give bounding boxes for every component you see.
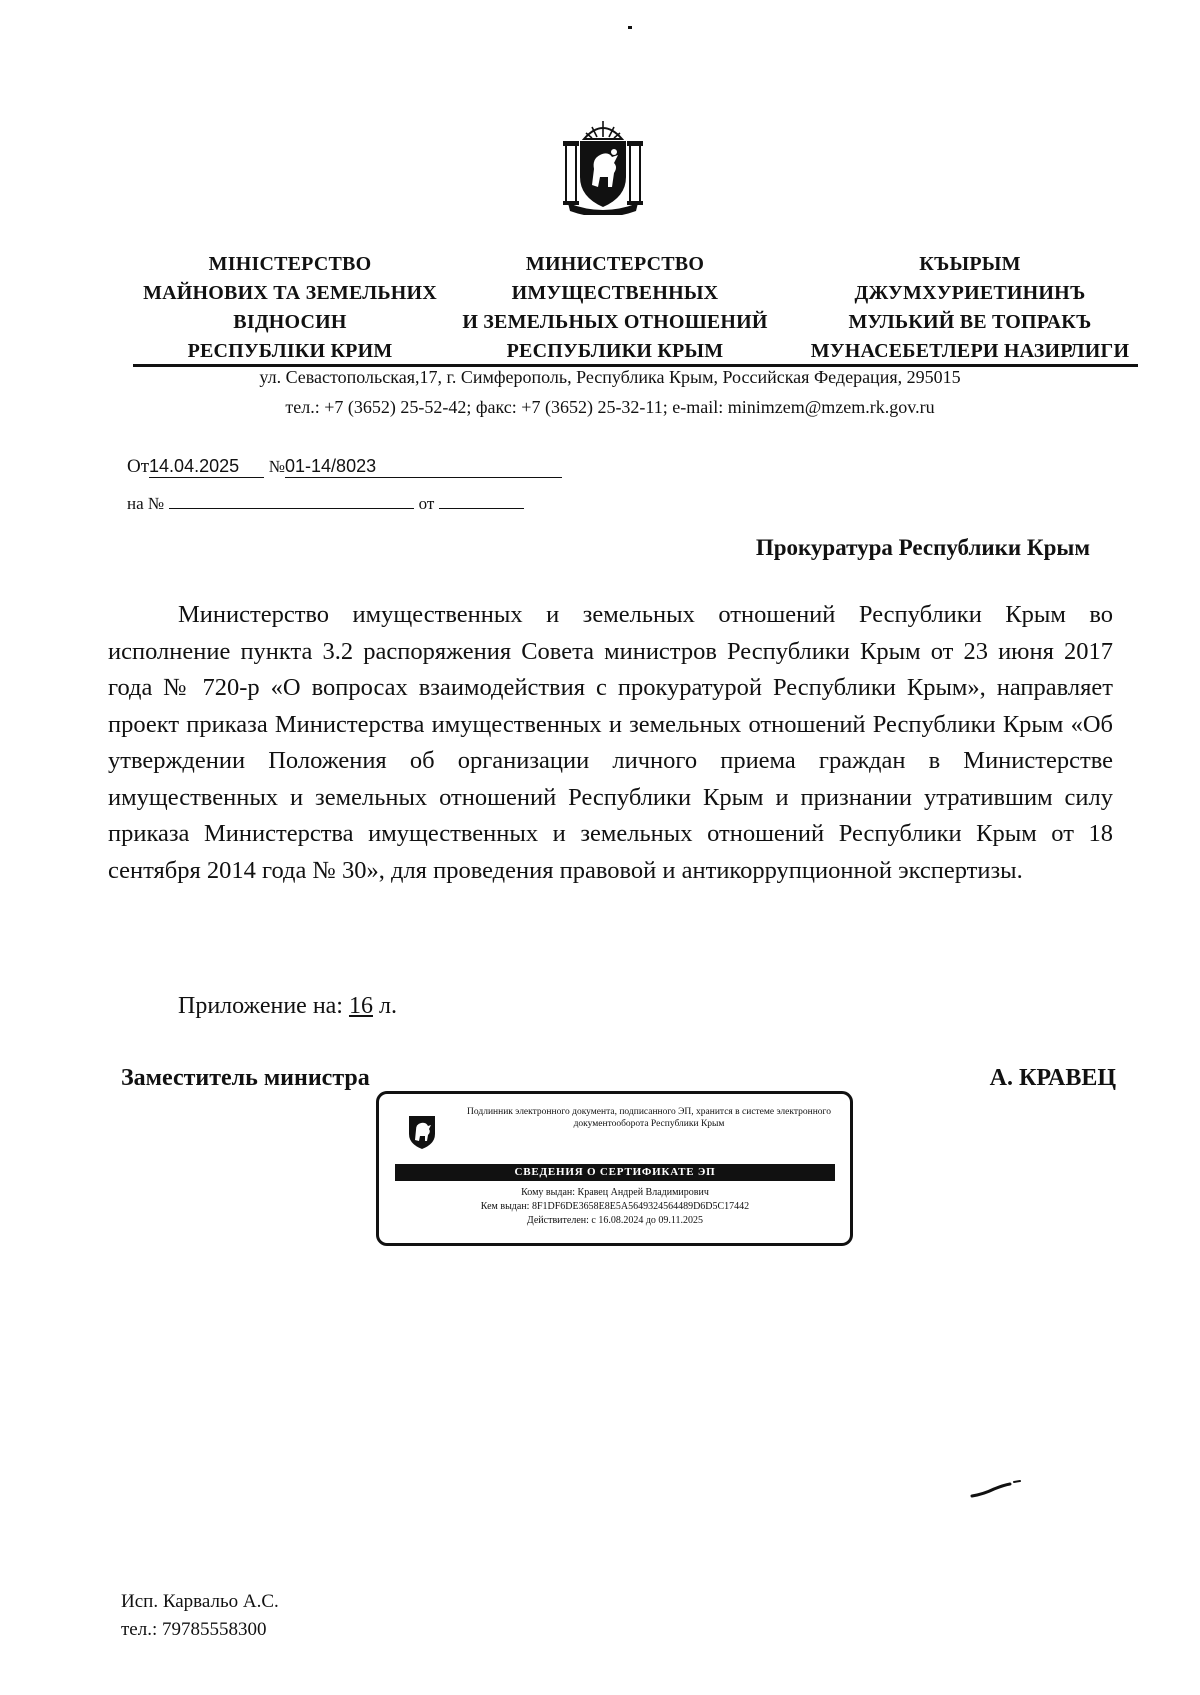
ref-number-label: на №: [127, 494, 165, 513]
header-line: МАЙНОВИХ ТА ЗЕМЕЛЬНИХ: [143, 282, 437, 304]
ministry-contacts: тел.: +7 (3652) 25-52-42; факс: +7 (3652) 25-32-11; e-mail: minimzem@mzem.rk.gov.ru: [285, 397, 935, 417]
outgoing-number: 01-14/8023: [285, 456, 562, 478]
electronic-signature-stamp: [376, 1091, 853, 1246]
validity-row: Действителен: с 16.08.2024 до 09.11.2025: [526, 1215, 704, 1226]
incoming-reference: [127, 493, 524, 515]
handwritten-mark: [970, 1478, 1022, 1500]
header-line: ДЖУМХУРИЕТИНИНЪ: [854, 282, 1086, 304]
issuer-value: 8F1DF6DE3658E8E5A5649324564489D6D5C17442: [531, 1201, 750, 1212]
attachment-label: Приложение на:: [178, 993, 343, 1019]
header-line: ИМУЩЕСТВЕННЫХ: [511, 282, 719, 304]
executor-name: Исп. Карвальо А.С.: [121, 1591, 279, 1612]
header-line: МИНИСТЕРСТВО: [525, 253, 705, 275]
number-label: №: [268, 457, 286, 476]
ref-date-blank: [439, 508, 524, 509]
issuer-label: Кем выдан:: [480, 1201, 530, 1212]
from-label: От: [127, 456, 150, 477]
executor-phone: тел.: 79785558300: [121, 1619, 267, 1640]
header-russian-name: [445, 250, 785, 366]
executor-info: [121, 1588, 279, 1644]
issued-to-row: [395, 1186, 835, 1200]
crimea-coat-of-arms: [562, 115, 644, 215]
signer-title: Заместитель министра: [121, 1065, 370, 1091]
ref-from-label: от: [418, 494, 435, 513]
header-line: ВІДНОСИН: [233, 311, 347, 333]
attachment-page-count: 16: [348, 993, 373, 1019]
header-line: КЪЫРЫМ: [919, 253, 1021, 275]
header-line: МУНАСЕБЕТЛЕРИ НАЗИРЛИГИ: [810, 340, 1130, 362]
header-line: МІНІСТЕРСТВО: [208, 253, 372, 275]
header-line: РЕСПУБЛІКИ КРИМ: [187, 340, 393, 362]
ministry-address: ул. Севастопольская,17, г. Симферополь, Республика Крым, Российская Федерация, 295015: [259, 367, 961, 387]
issued-to-label: Кому выдан:: [521, 1187, 576, 1198]
outgoing-registration: [127, 456, 562, 478]
stamp-note: Подлинник электронного документа, подписанного ЭП, хранится в системе электронного документооборота Республики Крым: [467, 1107, 831, 1129]
certificate-band: СВЕДЕНИЯ О СЕРТИФИКАТЕ ЭП: [395, 1164, 835, 1181]
header-crimean-tatar-name: [790, 250, 1150, 366]
header-line: РЕСПУБЛИКИ КРЫМ: [506, 340, 724, 362]
issued-to-value: Кравец Андрей Владимирович: [577, 1187, 709, 1198]
signer-name: А. КРАВЕЦ: [989, 1065, 1116, 1091]
attachment-unit: л.: [378, 993, 397, 1019]
header-line: И ЗЕМЕЛЬНЫХ ОТНОШЕНИЙ: [462, 311, 768, 333]
issuer-row: [395, 1200, 835, 1214]
stamp-emblem-icon: [407, 1114, 437, 1150]
addressee: Прокуратура Республики Крым: [755, 535, 1090, 560]
header-line: МУЛЬКИЙ ВЕ ТОПРАКЪ: [848, 311, 1092, 333]
header-ukrainian-name: [110, 250, 470, 366]
outgoing-date: 14.04.2025: [149, 456, 264, 478]
ref-number-blank: [169, 508, 414, 509]
letter-body: Министерство имущественных и земельных отношений Республики Крым во исполнение пункта 3.2 распоряжения Совета министров Республики Крым от 23 июня 2017 года № 720-р «О вопросах взаимодействия с прокуратурой Республики Крым», направляет проект приказа Министерства имущественных и земельных отношений Республики Крым «Об утверждении Положения об организации личного приема граждан в Министерстве имущественных и земельных отношений Республики Крым и признании утратившим силу приказа Министерства имущественных и земельных отношений Республики Крым от 18 сентября 2014 года № 30», для проведения правовой и антикоррупционной экспертизы.: [108, 601, 1113, 884]
attachment-line: [178, 993, 397, 1020]
certificate-details: [395, 1186, 835, 1228]
scan-speck: [628, 26, 632, 29]
